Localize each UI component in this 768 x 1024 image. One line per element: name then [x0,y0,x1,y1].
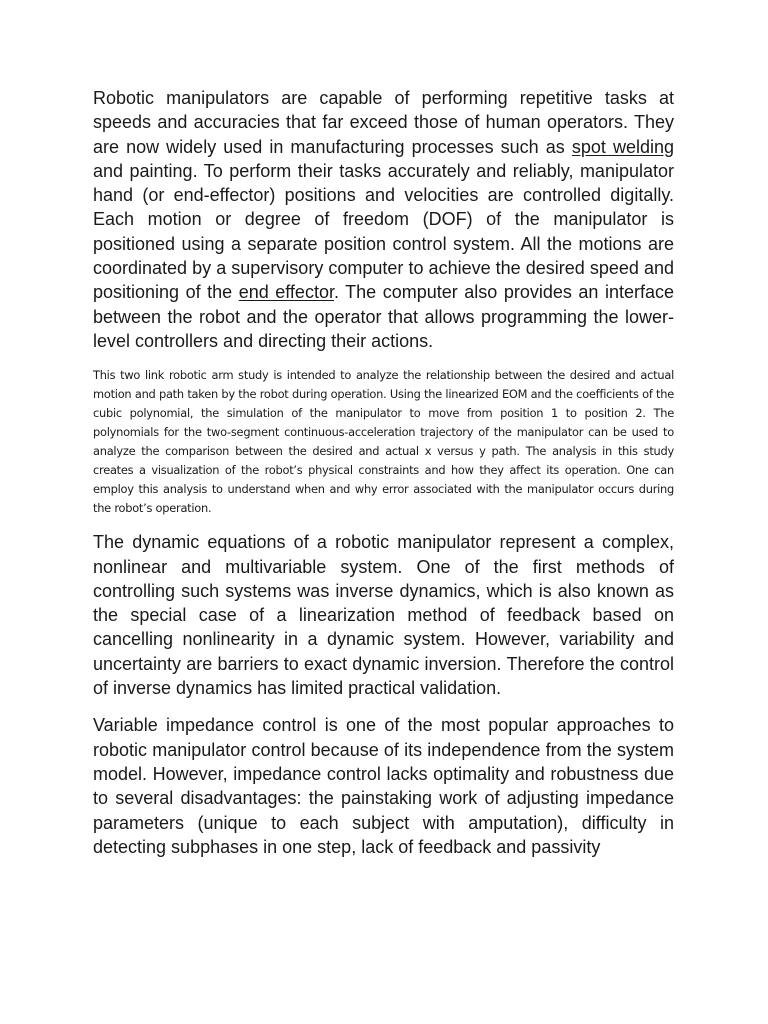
document-page [93,86,674,859]
paragraph-intro-text-3: . The computer also provides an interface between the robot and the operator that allows programming the lower-level controllers and directing their actions. [93,282,674,351]
paragraph-study-summary: This two link robotic arm study is intended to analyze the relationship between the desired and actual motion and path taken by the robot during operation. Using the linearized EOM and the coefficients of the cubic polynomial, the simulation of the manipulator to move from position 1 to position 2. The polynomials for the two-segment continuous-acceleration trajectory of the manipulator can be used to analyze the comparison between the desired and actual x versus y path. The analysis in this study creates a visualization of the robot’s physical constraints and how they affect its operation. One can employ this analysis to understand when and why error associated with the manipulator occurs during the robot’s operation. [93,368,674,516]
paragraph-intro [93,86,674,353]
paragraph-intro-text-2: and painting. To perform their tasks accurately and reliably, manipulator hand (or end-effector) positions and velocities are controlled digitally. Each motion or degree of freedom (DOF) of the manipulator is positioned using a separate position control system. All the motions are coordinated by a supervisory computer to achieve the desired speed and positioning of the [93,160,674,303]
end-effector-link[interactable]: end effector [238,282,334,303]
spot-welding-link[interactable]: spot welding [571,136,674,157]
paragraph-impedance-control: Variable impedance control is one of the most popular approaches to robotic manipulator control because of its independence from the system model. However, impedance control lacks optimality and robustness due to several disadvantages: the painstaking work of adjusting impedance parameters (unique to each subject with amputation), difficulty in detecting subphases in one step, lack of feedback and passivity [93,715,674,857]
paragraph-dynamic-equations: The dynamic equations of a robotic manipulator represent a complex, nonlinear and multivariable system. One of the first methods of controlling such systems was inverse dynamics, which is also known as the special case of a linearization method of feedback based on cancelling nonlinearity in a dynamic system. However, variability and uncertainty are barriers to exact dynamic inversion. Therefore the control of inverse dynamics has limited practical validation. [93,532,674,699]
paragraph-intro-text-1: Robotic manipulators are capable of performing repetitive tasks at speeds and accuracies that far exceed those of human operators. They are now widely used in manufacturing processes such as [93,88,674,157]
